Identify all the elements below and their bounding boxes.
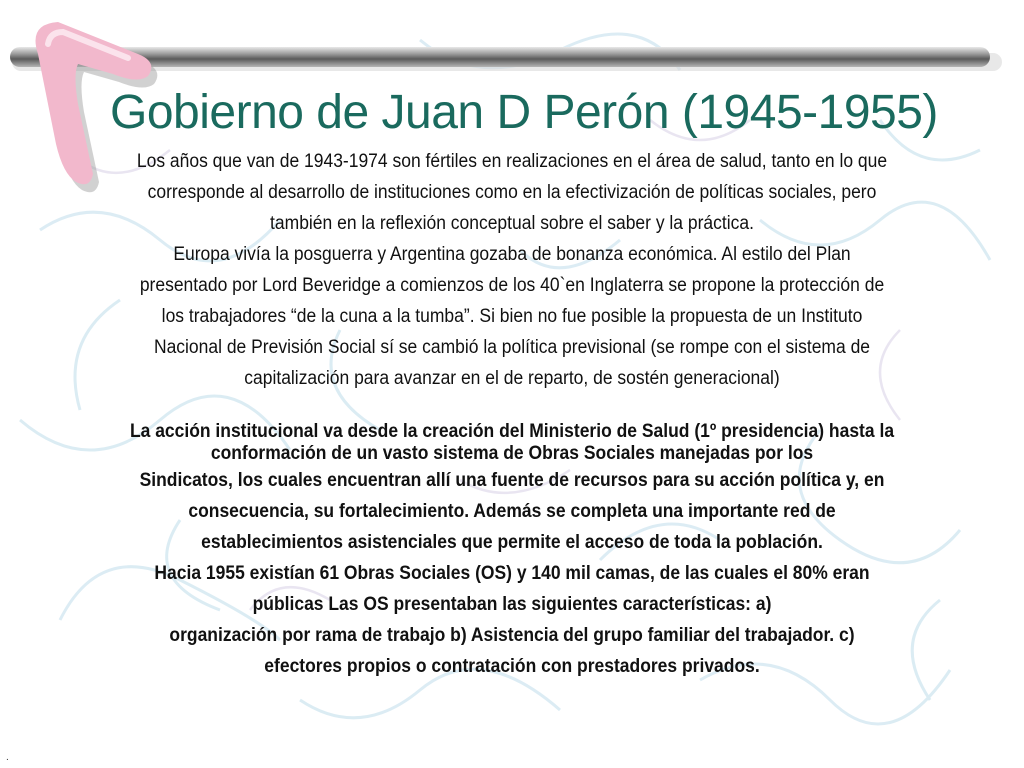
body-text-regular: [78, 146, 946, 394]
paragraph-2-line: Europa vivía la posguerra y Argentina gozaba de bonanza económica. Al estilo del Plan: [173, 244, 851, 265]
paragraph-1-line: también en la reflexión conceptual sobre el saber y la práctica.: [270, 213, 754, 234]
paragraph-4-line: públicas Las OS presentaban las siguientes características: a): [252, 594, 772, 615]
paragraph-3-line: consecuencia, su fortalecimiento. Además se completa una importante red de: [188, 501, 836, 522]
paragraph-3-line: establecimientos asistenciales que permite el acceso de toda la población.: [201, 532, 823, 553]
paragraph-2-line: Nacional de Previsión Social sí se cambió la política previsional (se rompe con el sistema de: [153, 337, 871, 358]
paragraph-2-line: capitalización para avanzar en el de reparto, de sostén generacional): [244, 368, 780, 389]
paragraph-1-line: Los años que van de 1943-1974 son fértiles en realizaciones en el área de salud, tanto en lo que: [136, 151, 888, 172]
paragraph-1-line: corresponde al desarrollo de instituciones como en la efectivización de políticas sociales, pero: [147, 182, 877, 203]
paragraph-2-line: presentado por Lord Beveridge a comienzos de los 40`en Inglaterra se propone la protección de: [139, 275, 885, 296]
paragraph-3-line: La acción institucional va desde la creación del Ministerio de Salud (1º presidencia) hasta la: [129, 421, 895, 442]
body-text-bold: [78, 421, 946, 682]
footer-mark: .: [6, 752, 9, 763]
paragraph-2-line: los trabajadores “de la cuna a la tumba”. Si bien no fue posible la propuesta de un Instituto: [161, 306, 863, 327]
paragraph-3-line: Sindicatos, los cuales encuentran allí una fuente de recursos para su acción política y, en: [139, 470, 885, 491]
paragraph-3-line: conformación de un vasto sistema de Obras Sociales manejadas por los: [210, 443, 814, 464]
paragraph-4-line: efectores propios o contratación con prestadores privados.: [264, 656, 760, 677]
paragraph-4-line: Hacia 1955 existían 61 Obras Sociales (OS) y 140 mil camas, de las cuales el 80% eran: [154, 563, 870, 584]
paragraph-4-line: organización por rama de trabajo b) Asistencia del grupo familiar del trabajador. c): [169, 625, 855, 646]
slide-title: Gobierno de Juan D Perón (1945-1955): [110, 86, 938, 139]
